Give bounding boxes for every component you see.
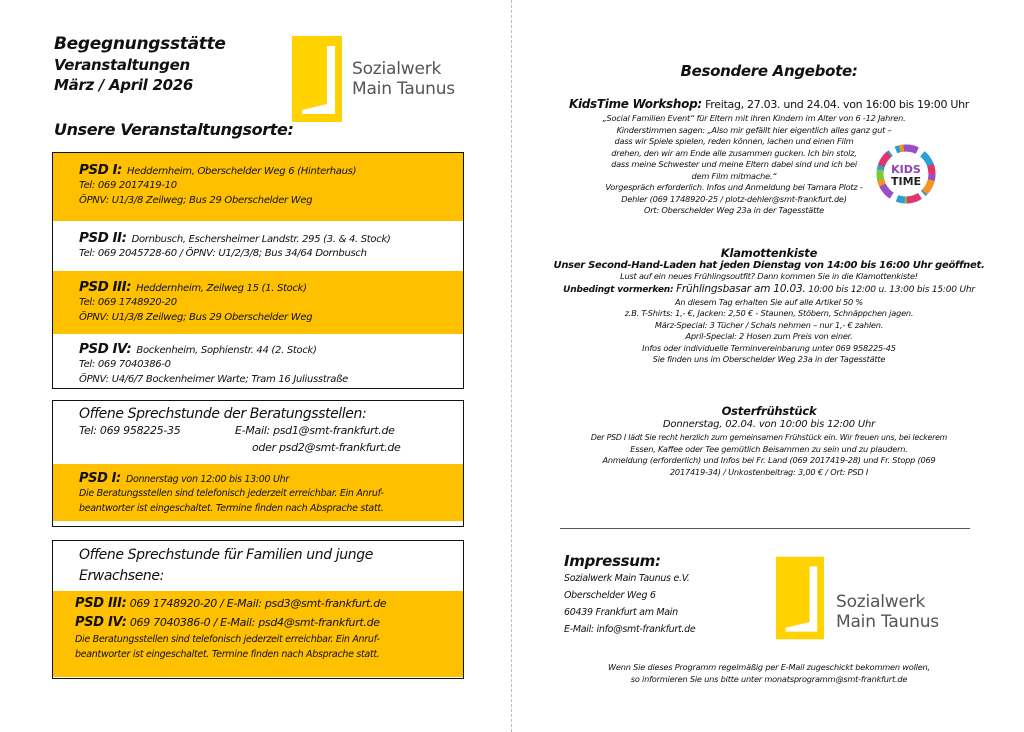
- oster-line: Anmeldung (erforderlich) und Infos bei Fr. Land (069 2017419-28) und Fr. Stopp (069: [602, 455, 936, 465]
- kidstime-logo-kids: KIDS: [891, 163, 921, 176]
- sozialwerk-logo: [292, 36, 455, 122]
- header-title: Begegnungsstätte: [54, 34, 226, 54]
- oster-line: 2017419-34) / Unkostenbeitrag: 3,00 € / Ort: PSD I: [669, 466, 869, 477]
- kidstime-line[interactable]: Dehler (069 1748920-25 / plotz-dehler@smt-frankfurt.de): [621, 193, 847, 204]
- location-tel-transit: Tel: 069 2045728-60 / ÖPNV: U1/2/3/8; Bus 34/64 Dornbusch: [79, 248, 367, 259]
- family-note-2: beantworter ist eingeschaltet. Termine finden nach Absprache statt.: [75, 649, 380, 660]
- kidstime-line: dem Film mitmache.“: [691, 170, 777, 181]
- consultation-email-2[interactable]: oder psd2@smt-frankfurt.de: [252, 441, 401, 454]
- klamotten-hours: Unser Second-Hand-Laden hat jeden Dienstag von 14:00 bis 16:00 Uhr geöffnet.: [553, 260, 985, 271]
- location-address: Heddernheim, Oberschelder Weg 6 (Hinterhaus): [127, 166, 357, 177]
- header-period: März / April 2026: [54, 76, 193, 94]
- kidstime-description: [564, 113, 904, 217]
- consultation-box: [52, 400, 464, 527]
- location-psd2: [53, 221, 463, 271]
- location-name: PSD I:: [79, 162, 122, 178]
- kidstime-line: drehen, den wir am Ende alle zusammen gucken. Ich bin stolz,: [611, 147, 857, 158]
- family-title-line1: Offene Sprechstunde für Familien und junge: [79, 547, 373, 563]
- oster-section: [514, 404, 1024, 478]
- location-name: PSD III:: [79, 279, 131, 295]
- location-psd1: [53, 153, 463, 221]
- kidstime-line: Ort: Oberschelder Weg 23a in der Tagesstätte: [644, 205, 824, 215]
- klamotten-basar: [514, 283, 1024, 297]
- klamotten-section: [514, 246, 1024, 366]
- klamotten-line: Infos oder individuelle Terminvereinbarung unter 069 958225-45: [642, 342, 896, 353]
- family-consultation-box: [52, 540, 464, 679]
- logo-text-line1: Sozialwerk: [352, 59, 442, 79]
- location-transit: ÖPNV: U4/6/7 Bockenheimer Warte; Tram 16 Juliusstraße: [79, 374, 348, 385]
- consultation-email-1[interactable]: E-Mail: psd1@smt-frankfurt.de: [235, 424, 395, 437]
- section-separator: [560, 528, 970, 529]
- family-psd3: [75, 594, 455, 613]
- logo-text-line2: Main Taunus: [836, 612, 939, 632]
- location-tel: Tel: 069 7040386-0: [79, 359, 171, 370]
- kidstime-line: dass meine Schwester und meine Eltern dabei sind und ich bei: [611, 159, 857, 169]
- location-transit: ÖPNV: U1/3/8 Zeilweg; Bus 29 Oberschelder Weg: [79, 195, 313, 206]
- family-consultation-title: [53, 541, 463, 591]
- klamotten-line: März-Special: 3 Tücher / Schals nehmen – nur 1,- € zahlen.: [654, 319, 884, 330]
- consultation-psd-name: PSD I:: [79, 471, 121, 486]
- family-psd4-info[interactable]: 069 7040386-0 / E-Mail: psd4@smt-frankfurt.de: [129, 616, 380, 629]
- family-psd4: [75, 613, 455, 632]
- klamotten-line: Sie finden uns im Oberschelder Weg 23a in der Tagesstätte: [652, 354, 886, 364]
- family-title-line2: Erwachsene:: [79, 568, 164, 584]
- family-psd3-info[interactable]: 069 1748920-20 / E-Mail: psd3@smt-frankfurt.de: [129, 597, 387, 610]
- door-logo-icon: [776, 556, 824, 640]
- impressum-line: 60439 Frankfurt am Main: [564, 607, 678, 618]
- kidstime-when: Freitag, 27.03. und 24.04. von 16:00 bis 19:00 Uhr: [705, 98, 970, 111]
- kidstime-line: „Social Familien Event“ für Eltern mit ihren Kindern im Alter von 6 -12 Jahren.: [602, 113, 906, 123]
- logo-text: [836, 592, 939, 632]
- locations-box: [52, 152, 464, 389]
- kidstime-heading: [514, 97, 1024, 111]
- newsletter-line-2[interactable]: so informieren Sie uns bitte unter monatsprogramm@smt-frankfurt.de: [630, 674, 908, 684]
- basar-time: 10:00 bis 12:00 u. 13:00 bis 15:00 Uhr: [808, 284, 975, 295]
- oster-when: Donnerstag, 02.04. von 10:00 bis 12:00 Uhr: [662, 419, 876, 430]
- consultation-tel: Tel: 069 958225-35: [79, 424, 181, 437]
- consultation-note-1: Die Beratungsstellen sind telefonisch jederzeit erreichbar. Ein Anruf-: [79, 488, 384, 499]
- family-psd3-name: PSD III:: [75, 596, 127, 611]
- right-page: [514, 0, 1024, 732]
- location-transit: ÖPNV: U1/3/8 Zeilweg; Bus 29 Oberschelder Weg: [79, 312, 313, 323]
- page-header: [54, 33, 226, 95]
- kidstime-logo-icon: [872, 136, 940, 212]
- oster-title: Osterfrühstück: [721, 404, 817, 418]
- door-logo-icon: [292, 36, 342, 122]
- location-tel: Tel: 069 2017419-10: [79, 180, 177, 191]
- newsletter-note: [514, 661, 1024, 685]
- impressum: [564, 552, 695, 638]
- kidstime-line: Kinderstimmen sagen: „Also mir gefällt hier eigentlich alles ganz gut –: [616, 124, 892, 135]
- oster-line: Essen, Kaffee oder Tee gemütlich Beisammen zu sein und zu plaudern.: [630, 443, 908, 454]
- locations-title: Unsere Veranstaltungsorte:: [54, 120, 294, 139]
- klamotten-line: April-Special: 2 Hosen zum Preis von einer.: [685, 331, 853, 341]
- location-name: PSD II:: [79, 230, 127, 246]
- kidstime-line: Vorgespräch erforderlich. Infos und Anmeldung bei Tamara Plotz -: [605, 182, 863, 192]
- basar-main: Frühlingsbasar am 10.03.: [676, 282, 806, 295]
- page-fold-divider: [511, 0, 512, 732]
- klamotten-line: An diesem Tag erhalten Sie auf alle Artikel 50 %: [675, 296, 863, 307]
- sozialwerk-logo-footer: [776, 556, 939, 640]
- location-address: Dornbusch, Eschersheimer Landstr. 295 (3. & 4. Stock): [131, 234, 391, 245]
- location-address: Bockenheim, Sophienstr. 44 (2. Stock): [136, 345, 317, 356]
- basar-prefix: Unbedingt vormerken:: [563, 284, 674, 295]
- location-tel: Tel: 069 1748920-20: [79, 297, 177, 308]
- consultation-psd-time: Donnerstag von 12:00 bis 13:00 Uhr: [125, 474, 289, 485]
- logo-text-line1: Sozialwerk: [836, 592, 926, 612]
- location-psd3: [53, 271, 463, 334]
- impressum-line: Sozialwerk Main Taunus e.V.: [564, 573, 690, 584]
- consultation-contact: [53, 422, 463, 464]
- kidstime-line: dass wir Spiele spielen, reden können, lachen und einen Film: [614, 136, 854, 146]
- impressum-email[interactable]: E-Mail: info@smt-frankfurt.de: [564, 624, 696, 635]
- consultation-note-2: beantworter ist eingeschaltet. Termine finden nach Absprache statt.: [79, 503, 384, 514]
- offers-title: Besondere Angebote:: [680, 62, 858, 80]
- kidstime-label: KidsTime Workshop:: [568, 97, 702, 111]
- impressum-title: Impressum:: [564, 552, 661, 570]
- newsletter-line-1: Wenn Sie dieses Programm regelmäßig per E-Mail zugeschickt bekommen wollen,: [608, 662, 930, 672]
- oster-line: Der PSD I lädt Sie recht herzlich zum gemeinsamen Frühstück ein. Wir freuen uns, bei leckerem: [590, 433, 948, 442]
- impressum-line: Oberschelder Weg 6: [564, 590, 656, 601]
- logo-text-line2: Main Taunus: [352, 79, 455, 99]
- location-name: PSD IV:: [79, 341, 132, 357]
- family-consultation-contacts: [53, 591, 463, 677]
- family-psd4-name: PSD IV:: [75, 615, 127, 630]
- klamotten-line: z.B. T-Shirts: 1,- €, Jacken: 2,50 € - Staunen, Stöbern, Schnäppchen jagen.: [624, 308, 914, 318]
- kidstime-logo-time: TIME: [890, 175, 922, 188]
- consultation-title: Offene Sprechstunde der Beratungsstellen:: [79, 406, 367, 422]
- logo-text: [352, 59, 455, 99]
- klamotten-title: Klamottenkiste: [720, 246, 818, 260]
- klamotten-line: Lust auf ein neues Frühlingsoutfit? Dann kommen Sie in die Klamottenkiste!: [620, 271, 918, 281]
- consultation-hours: [53, 464, 463, 521]
- header-subtitle: Veranstaltungen: [54, 56, 190, 74]
- location-psd4: [53, 334, 463, 390]
- location-address: Heddernheim, Zeilweg 15 (1. Stock): [136, 283, 307, 294]
- family-note-1: Die Beratungsstellen sind telefonisch jederzeit erreichbar. Ein Anruf-: [75, 634, 380, 645]
